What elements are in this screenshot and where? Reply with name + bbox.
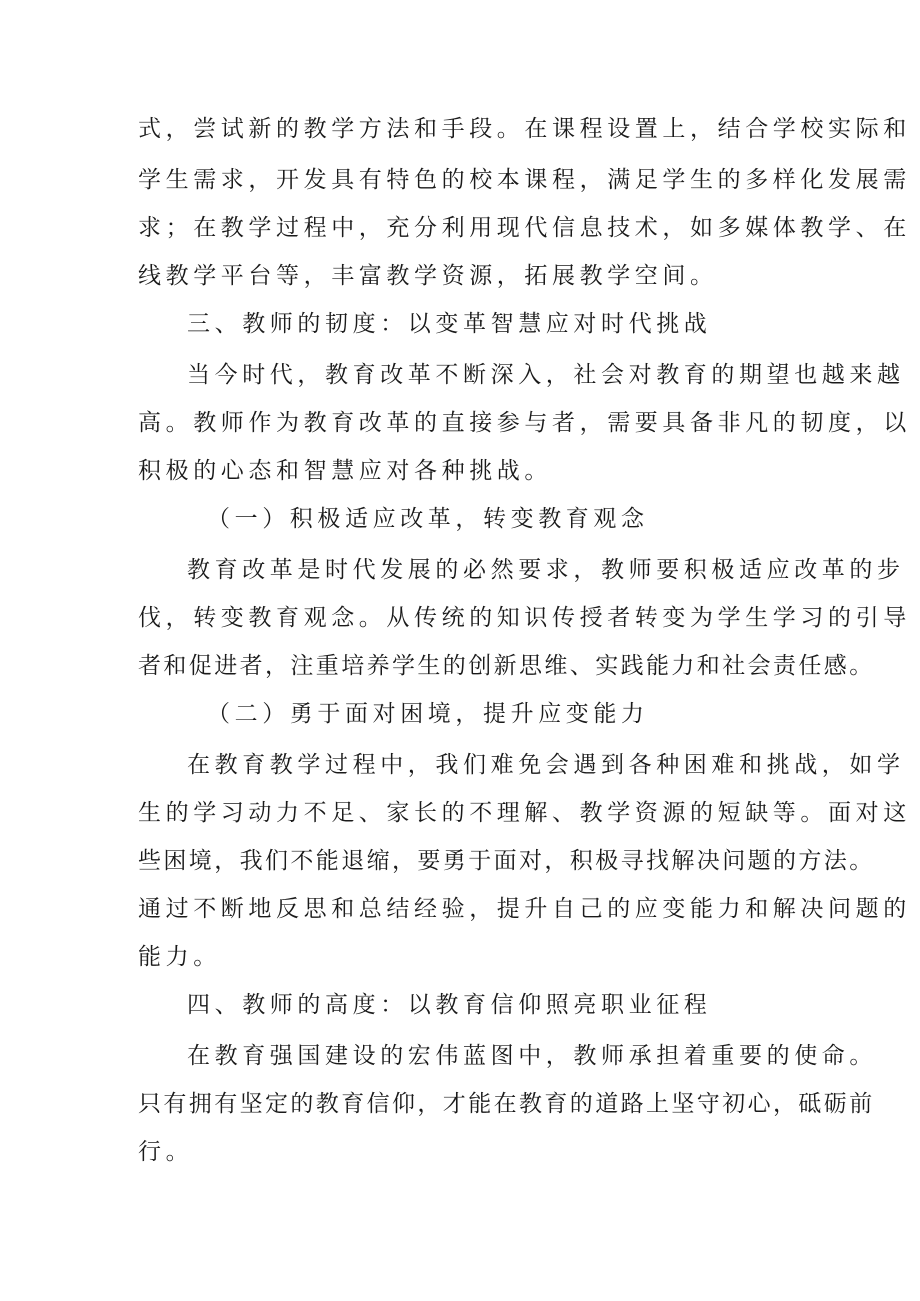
body-line: 生的学习动力不足、家长的不理解、教学资源的短缺等。面对这 bbox=[138, 800, 911, 826]
body-line: 些困境，我们不能退缩，要勇于面对，积极寻找解决问题的方法。 bbox=[138, 848, 875, 874]
paragraph-first-line: 在教育教学过程中，我们难免会遇到各种困难和挑战，如学 bbox=[187, 752, 905, 778]
section-heading-4: 四、教师的高度：以教育信仰照亮职业征程 bbox=[187, 992, 712, 1018]
body-line: 学生需求，开发具有特色的校本课程，满足学生的多样化发展需 bbox=[138, 167, 911, 193]
body-line: 者和促进者，注重培养学生的创新思维、实践能力和社会责任感。 bbox=[138, 653, 875, 679]
section-heading-3: 三、教师的韧度：以变革智慧应对时代挑战 bbox=[187, 311, 712, 337]
body-line: 式，尝试新的教学方法和手段。在课程设置上，结合学校实际和 bbox=[138, 116, 911, 142]
body-line: 线教学平台等，丰富教学资源，拓展教学空间。 bbox=[138, 263, 718, 289]
body-line: 求；在教学过程中，充分利用现代信息技术，如多媒体教学、在 bbox=[138, 215, 911, 241]
body-line: 通过不断地反思和总结经验，提升自己的应变能力和解决问题的 bbox=[138, 896, 911, 922]
body-line: 高。教师作为教育改革的直接参与者，需要具备非凡的韧度，以 bbox=[138, 410, 911, 436]
body-line: 能力。 bbox=[138, 944, 221, 970]
body-line: 行。 bbox=[138, 1139, 194, 1165]
paragraph-first-line: 教育改革是时代发展的必然要求，教师要积极适应改革的步 bbox=[187, 557, 905, 583]
body-line: 伐，转变教育观念。从传统的知识传授者转变为学生学习的引导 bbox=[138, 605, 911, 631]
subsection-heading-1: （一）积极适应改革，转变教育观念 bbox=[207, 506, 649, 532]
subsection-heading-2: （二）勇于面对困境，提升应变能力 bbox=[207, 701, 649, 727]
body-line: 只有拥有坚定的教育信仰，才能在教育的道路上坚守初心，砥砺前 bbox=[138, 1091, 875, 1117]
paragraph-first-line: 在教育强国建设的宏伟蓝图中，教师承担着重要的使命。 bbox=[187, 1043, 877, 1069]
body-line: 积极的心态和智慧应对各种挑战。 bbox=[138, 458, 552, 484]
paragraph-first-line: 当今时代，教育改革不断深入，社会对教育的期望也越来越 bbox=[187, 362, 905, 388]
